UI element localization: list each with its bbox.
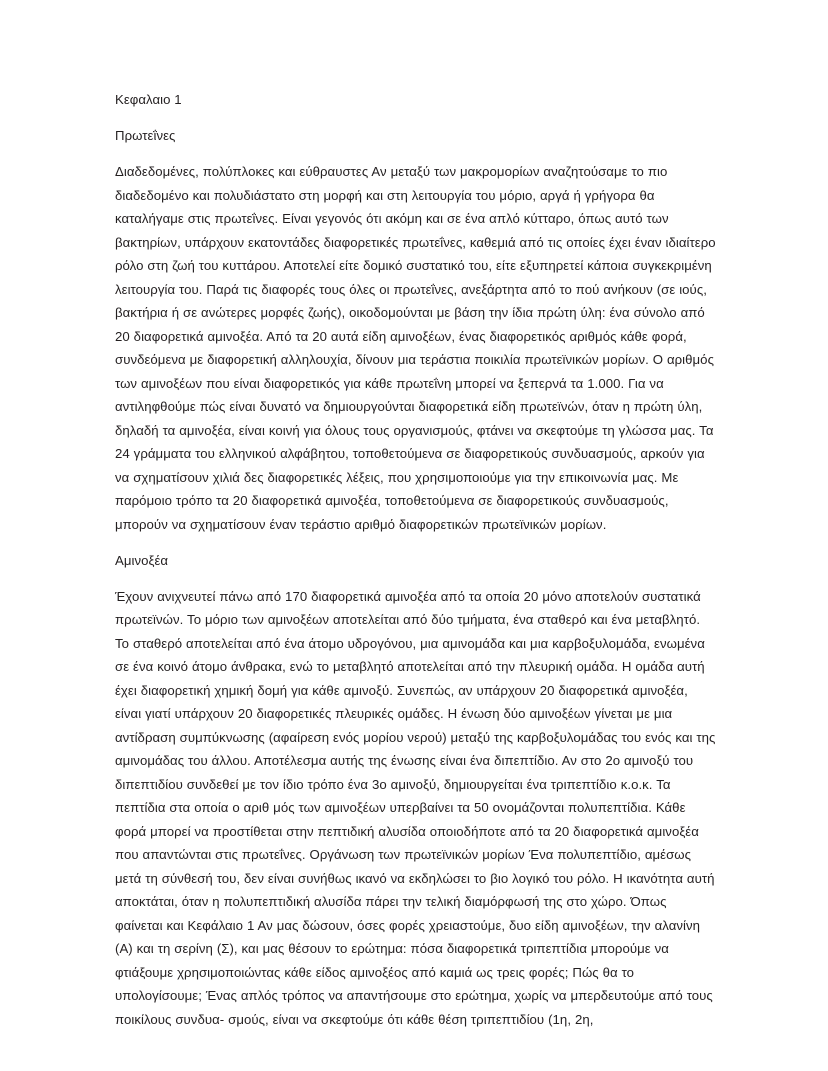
document-body xyxy=(115,88,717,1031)
section-heading-proteins: Πρωτεΐνες xyxy=(115,128,176,143)
paragraph-amino-acids: Έχουν ανιχνευτεί πάνω από 170 διαφορετικά αμινοξέα από τα οποία 20 μόνο αποτελούν συστατικά πρωτεϊνών. Το μόριο των αμινοξέων αποτελείται από δύο τμήματα, ένα σταθερό και ένα μεταβλητό. Το σταθερό αποτελείται από ένα άτομο υδρογόνου, μια αμινομάδα και μια καρβοξυλομάδα, ενωμένα σε ένα κοινό άτομο άνθρακα, ενώ το μεταβλητό αποτελείται από την πλευρική ομάδα. Η ομάδα αυτή έχει διαφορετική χημική δομή για κάθε αμινοξύ. Συνεπώς, αν υπάρχουν 20 διαφορετικά αμινοξέα, είναι γιατί υπάρχουν 20 διαφορετικές πλευρικές ομάδες. Η ένωση δύο αμινοξέων γίνεται με μια αντίδραση συμπύκνωσης (αφαίρεση ενός μορίου νερού) μεταξύ της καρβοξυλομάδας του ενός και της αμινομάδας του άλλου. Αποτέλεσμα αυτής της ένωσης είναι ένα διπεπτίδιο. Αν στο 2ο αμινοξύ του διπεπτιδίου συνδεθεί με τον ίδιο τρόπο ένα 3ο αμινοξύ, δημιουργείται ένα τριπεπτίδιο κ.ο.κ. Τα πεπτίδια στα οποία ο αριθ μός των αμινοξέων υπερβαίνει τα 50 ονομάζονται πολυπεπτίδια. Κάθε φορά μπορεί να προστίθεται στην πεπτιδική αλυσίδα οποιοδήποτε από τα 20 διαφορετικά αμινοξέα που απαντώνται στις πρωτεΐνες. Οργάνωση των πρωτεϊνικών μορίων Ένα πολυπεπτίδιο, αμέσως μετά τη σύνθεσή του, δεν είναι συνήθως ικανό να εκδηλώσει το βιο λογικό του ρόλο. Η ικανότητα αυτή αποκτάται, όταν η πολυπεπτιδική αλυσίδα πάρει την τελική διαμόρφωσή της στο χώρο. Όπως φαίνεται και Κεφάλαιο 1 Αν μας δώσουν, όσες φορές χρειαστούμε, δυο είδη αμινοξέων, την αλανίνη (Α) και τη σερίνη (Σ), και μας θέσουν το ερώτημα: πόσα διαφορετικά τριπεπτίδια μπορούμε να φτιάξουμε χρησιμοποιώντας κάθε είδος αμινοξέος από καμιά ως τρεις φορές; Πώς θα το υπολογίσουμε; Ένας απλός τρόπος να απαντήσουμε στο ερώτημα, χωρίς να μπερδευτούμε από τους ποικίλους συνδυα- σμούς, είναι να σκεφτούμε ότι κάθε θέση τριπεπτιδίου (1η, 2η, xyxy=(115,588,716,1027)
section-heading-amino-acids: Αμινοξέα xyxy=(115,552,169,568)
chapter-heading: Κεφαλαιο 1 xyxy=(115,92,182,107)
paragraph-proteins: Διαδεδομένες, πολύπλοκες και εύθραυστες Αν μεταξύ των μακρομορίων αναζητούσαμε το πιο διαδεδομένο και πολυδιάστατο στη μορφή και στη λειτουργία του μόριο, αργά ή γρήγορα θα καταλήγαμε στις πρωτεΐνες. Είναι γεγονός ότι ακόμη και σε ένα απλό κύτταρο, όπως αυτό των βακτηρίων, υπάρχουν εκατοντάδες διαφορετικές πρωτεΐνες, καθεμιά από τις οποίες έχει έναν ιδιαίτερο ρόλο στη ζωή του κυττάρου. Αποτελεί είτε δομικό συστατικό του, είτε εξυπηρετεί κάποια συγκεκριμένη λειτουργία του. Παρά τις διαφορές τους όλες οι πρωτεΐνες, ανεξάρτητα από το πού ανήκουν (σε ιούς, βακτήρια ή σε ανώτερες μορφές ζωής), οικοδομούνται με βάση την ίδια πρώτη ύλη: ένα σύνολο από 20 διαφορετικά αμινοξέα. Από τα 20 αυτά είδη αμινοξέων, ένας διαφορετικός αριθμός κάθε φορά, συνδεόμενα με διαφορετική αλληλουχία, δίνουν μια τεράστια ποικιλία πρωτεϊνικών μορίων. Ο αριθμός των αμινοξέων που είναι διαφορετικός για κάθε πρωτεΐνη μπορεί να ξεπερνά τα 1.000. Για να αντιληφθούμε πώς είναι δυνατό να δημιουργούνται διαφορετικά είδη πρωτεϊνών, όταν η πρώτη ύλη, δηλαδή τα αμινοξέα, είναι κοινή για όλους τους οργανισμούς, φτάνει να σκεφτούμε τη γλώσσα μας. Τα 24 γράμματα του ελληνικού αλφάβητου, τοποθετούμενα σε διαφορετικούς συνδυασμούς, αρκούν για να σχηματίσουν χιλιά δες διαφορετικές λέξεις, που χρησιμοποιούμε για την επικοινωνία μας. Με παρόμοιο τρόπο τα 20 διαφορετικά αμινοξέα, τοποθετούμενα σε διαφορετικούς συνδυασμούς, μπορούν να σχηματίσουν έναν τεράστιο αριθμό διαφορετικών πρωτεϊνικών μορίων. xyxy=(115,164,716,532)
